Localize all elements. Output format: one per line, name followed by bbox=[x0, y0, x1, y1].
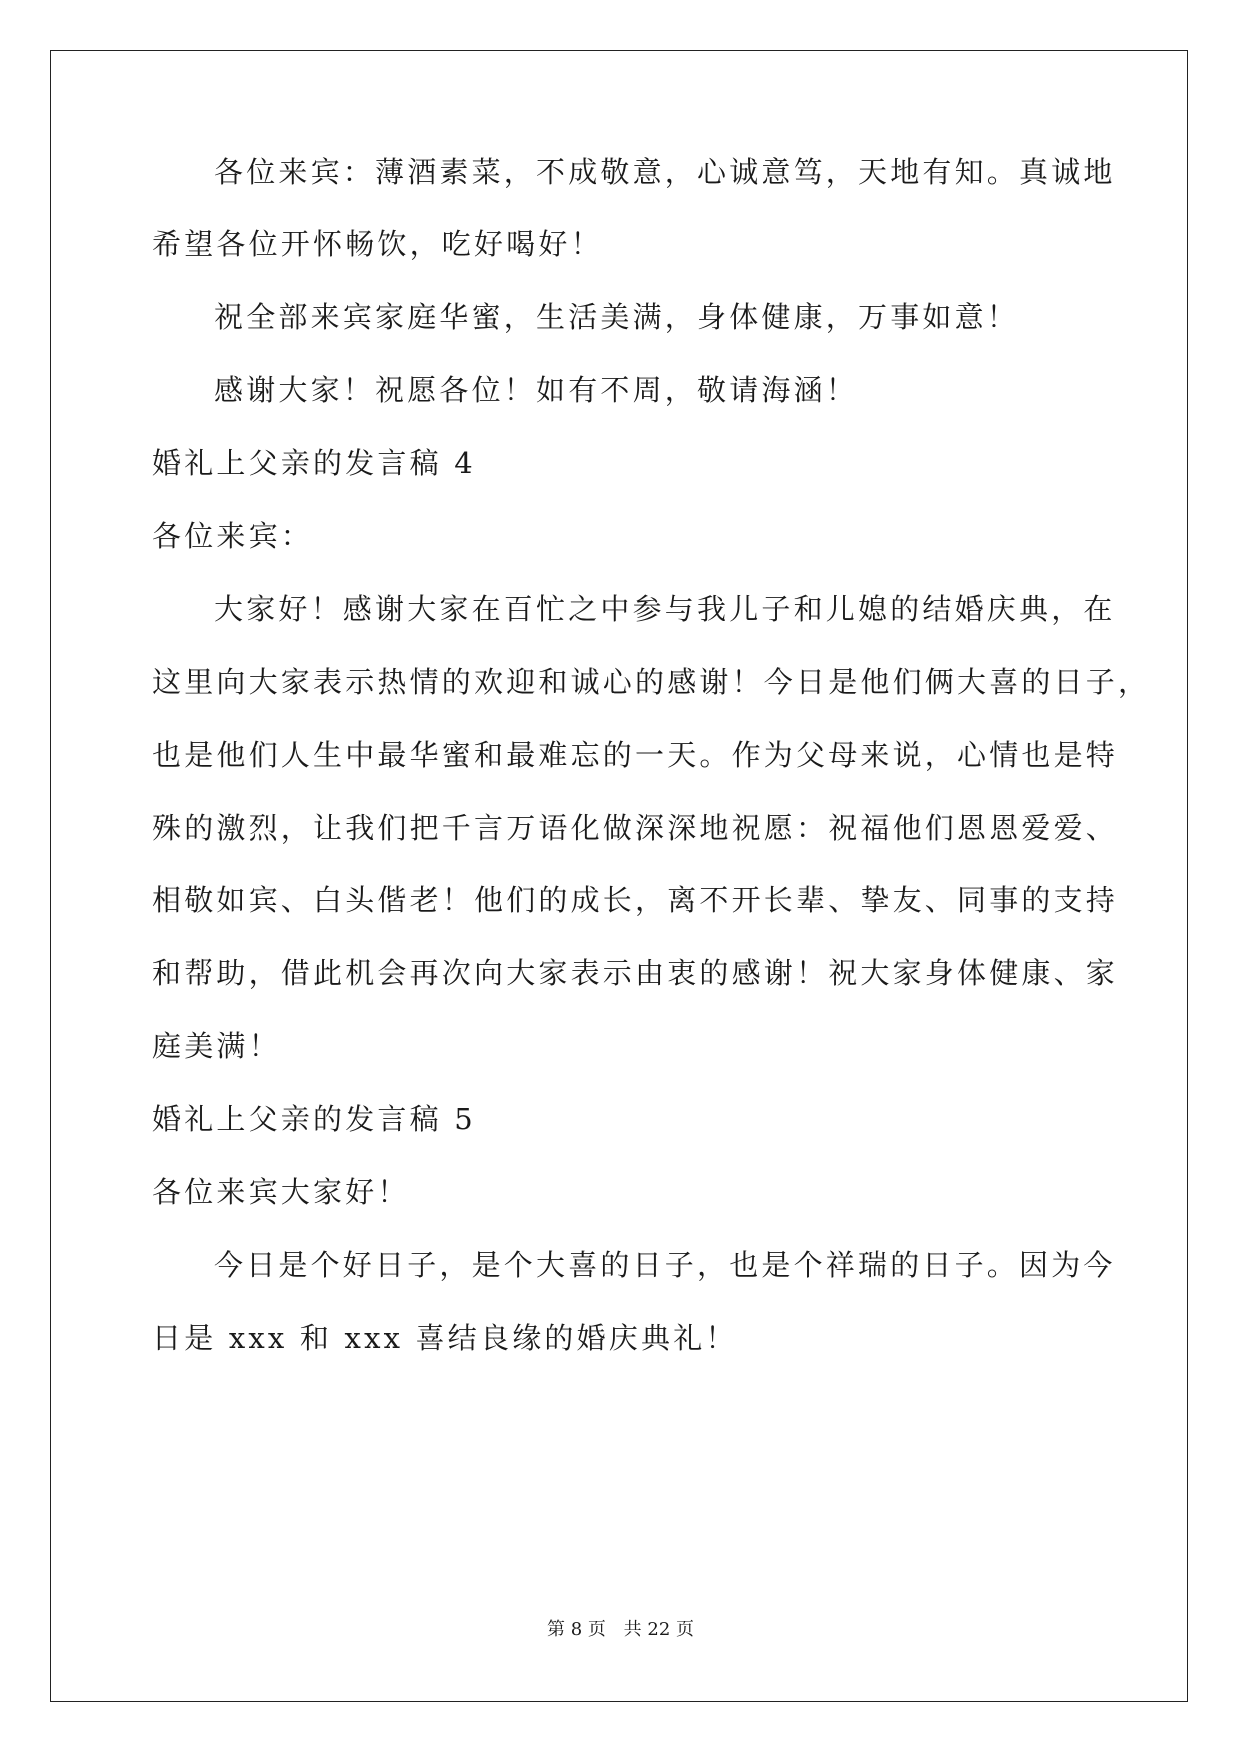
paragraph-line: 感谢大家！祝愿各位！如有不周，敬请海涵！ bbox=[214, 373, 859, 407]
paragraph-line: 这里向大家表示热情的欢迎和诚心的感谢！今日是他们俩大喜的日子， bbox=[152, 665, 1151, 699]
paragraph-line: 也是他们人生中最华蜜和最难忘的一天。作为父母来说，心情也是特 bbox=[152, 738, 1119, 772]
page-total: 共 22 页 bbox=[623, 1619, 694, 1640]
paragraph-line: 各位来宾：薄酒素菜，不成敬意，心诚意笃，天地有知。真诚地 bbox=[214, 155, 1116, 189]
section-heading: 婚礼上父亲的发言稿 5 bbox=[152, 1102, 476, 1136]
salutation-line: 各位来宾大家好！ bbox=[152, 1175, 410, 1209]
paragraph-line: 日是 xxx 和 xxx 喜结良缘的婚庆典礼！ bbox=[152, 1321, 738, 1355]
paragraph-line: 今日是个好日子，是个大喜的日子，也是个祥瑞的日子。因为今 bbox=[214, 1248, 1116, 1282]
salutation-line: 各位来宾： bbox=[152, 519, 314, 553]
paragraph-line: 庭美满！ bbox=[152, 1029, 281, 1063]
paragraph-line: 祝全部来宾家庭华蜜，生活美满，身体健康，万事如意！ bbox=[214, 300, 1020, 334]
page-number: 第 8 页 bbox=[547, 1619, 606, 1640]
paragraph-line: 希望各位开怀畅饮，吃好喝好！ bbox=[152, 227, 603, 261]
section-heading: 婚礼上父亲的发言稿 4 bbox=[152, 446, 476, 480]
paragraph-line: 大家好！感谢大家在百忙之中参与我儿子和儿媳的结婚庆典，在 bbox=[214, 592, 1116, 626]
page-footer bbox=[0, 1615, 1241, 1641]
paragraph-line: 和帮助，借此机会再次向大家表示由衷的感谢！祝大家身体健康、家 bbox=[152, 956, 1119, 990]
paragraph-line: 相敬如宾、白头偕老！他们的成长，离不开长辈、挚友、同事的支持 bbox=[152, 883, 1119, 917]
paragraph-line: 殊的激烈，让我们把千言万语化做深深地祝愿：祝福他们恩恩爱爱、 bbox=[152, 811, 1119, 845]
